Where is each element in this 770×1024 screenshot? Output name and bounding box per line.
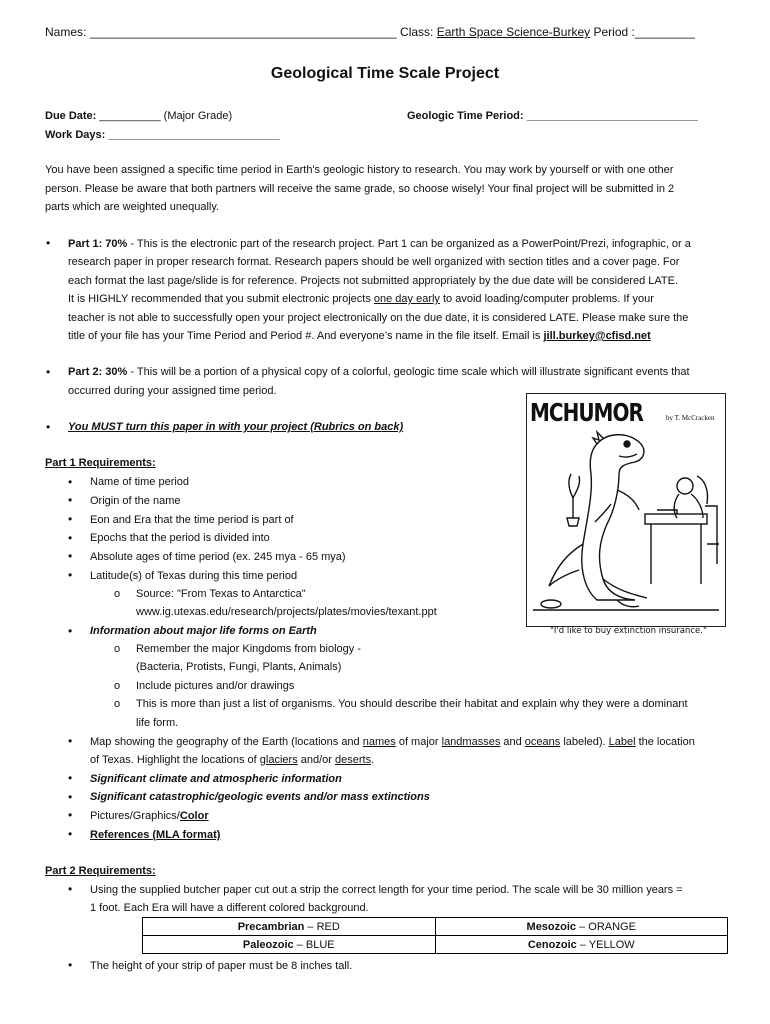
- due-date-label: Due Date:: [45, 110, 97, 122]
- bullet-icon: •: [68, 958, 73, 972]
- era-cell-paleozoic: [143, 936, 436, 954]
- circle-bullet-icon: o: [114, 643, 121, 655]
- bullet-icon: •: [68, 624, 73, 638]
- era-color: BLUE: [305, 938, 335, 951]
- req2-item-2: The height of your strip of paper must be 8 inches tall.: [90, 960, 353, 972]
- map-deserts: deserts: [335, 754, 372, 766]
- part2-text-1: - This will be a portion of a physical copy of a colorful, geologic time scale which will illustrate significant events that: [127, 366, 690, 378]
- circle-bullet-icon: o: [114, 680, 121, 692]
- page-title: Geological Time Scale Project: [270, 65, 500, 82]
- cartoon-caption: "I'd like to buy extinction insurance.": [550, 626, 707, 636]
- map-text-b: of major: [395, 736, 442, 748]
- bullet-icon: •: [68, 771, 73, 785]
- header-line: [45, 25, 695, 39]
- due-date-note: (Major Grade): [163, 110, 233, 122]
- req1-sub-habitat: This is more than just a list of organisms. You should describe their habitat and explain why they were a dominant: [136, 698, 688, 710]
- work-days-blank: ____________________________: [108, 129, 280, 141]
- req2-item-1: Using the supplied butcher paper cut out a strip the correct length for your time period. The scale will be 30 million years =: [90, 884, 683, 896]
- email-link[interactable]: jill.burkey@cfisd.net: [543, 330, 651, 342]
- part2-line-1: [68, 366, 690, 378]
- map-label: Label: [608, 736, 636, 748]
- cartoon-byline: by T. McCracken: [666, 414, 715, 422]
- bullet-icon: •: [68, 790, 73, 804]
- part1-text-6a: title of your file has your Time Period and Period #. And everyone’s name in the file itself. Email is: [68, 330, 544, 342]
- circle-bullet-icon: o: [114, 698, 121, 710]
- era-color: RED: [316, 920, 340, 933]
- one-day-early: one day early: [373, 293, 440, 305]
- geologic-period-label: Geologic Time Period:: [407, 110, 524, 122]
- bullet-icon: •: [68, 475, 73, 489]
- era-color-table: [142, 917, 728, 954]
- part1-line-4: [68, 293, 654, 305]
- req1-item-9: Significant climate and atmospheric information: [90, 773, 342, 785]
- req1-item-3: Eon and Era that the time period is part of: [90, 514, 294, 526]
- era-color: YELLOW: [588, 938, 635, 951]
- map-text-c: and: [500, 736, 525, 748]
- req1-item-6: Latitude(s) of Texas during this time period: [90, 570, 298, 582]
- bullet-icon: •: [46, 420, 51, 434]
- due-date-line: [45, 110, 232, 122]
- intro-line-1: You have been assigned a specific time period in Earth's geologic history to research. You may work by yourself or with one other: [45, 164, 674, 176]
- req1-sub-habitat-cont: life form.: [136, 717, 179, 729]
- geologic-period-line: [407, 110, 698, 122]
- part1-text-4a: It is HIGHLY recommended that you submit electronic projects: [68, 293, 374, 305]
- bullet-icon: •: [68, 882, 73, 896]
- req1-sub-pictures: Include pictures and/or drawings: [136, 680, 295, 692]
- color-text: Color: [179, 810, 209, 822]
- era-dash: –: [293, 938, 306, 951]
- req1-item-11: [90, 810, 209, 822]
- names-label: Names:: [45, 25, 87, 39]
- part1-line-1: [68, 238, 691, 250]
- part1-requirements-heading: Part 1 Requirements:: [45, 457, 156, 469]
- req1-item-2: Origin of the name: [90, 495, 181, 507]
- part2-label: Part 2: 30%: [68, 366, 128, 378]
- part1-line-2: research paper in proper research format. Research papers should be well organized with section titles and a cover page. For: [68, 256, 680, 268]
- period-label: Period :: [593, 25, 635, 39]
- class-value: Earth Space Science-Burkey: [436, 25, 591, 39]
- cartoon-illustration: [526, 393, 726, 627]
- part1-line-3: each format the last page/slide is for reference. Projects not submitted appropriately by the due date will be considered LATE.: [68, 275, 679, 287]
- must-turn-in-note: You MUST turn this paper in with your project (Rubrics on back): [68, 421, 404, 433]
- map-landmasses: landmasses: [441, 736, 501, 748]
- req1-item-1: Name of time period: [90, 476, 190, 488]
- era-name: Cenozoic: [527, 938, 577, 951]
- work-days-label: Work Days:: [45, 129, 106, 141]
- part1-line-6: [68, 330, 651, 342]
- map-text-e: the location: [635, 736, 695, 748]
- bullet-icon: •: [46, 236, 51, 250]
- req1-item-10: Significant catastrophic/geologic events and/or mass extinctions: [90, 791, 430, 803]
- dinosaur-cartoon-image: [527, 394, 725, 626]
- era-cell-precambrian: [143, 918, 436, 936]
- part1-text-4b: to avoid loading/computer problems. If your: [439, 293, 654, 305]
- circle-bullet-icon: o: [114, 588, 121, 600]
- era-color: ORANGE: [588, 920, 636, 933]
- map-text-a: Map showing the geography of the Earth (locations and: [90, 736, 363, 748]
- map-glaciers: glaciers: [259, 754, 298, 766]
- req1-sub-source: Source: "From Texas to Antarctica": [136, 588, 306, 600]
- part2-line-2: occurred during your assigned time period.: [68, 385, 277, 397]
- era-cell-cenozoic: [435, 936, 728, 954]
- era-name: Mesozoic: [526, 920, 577, 933]
- req1-item-8-cont: [90, 754, 374, 766]
- req2-item-1-cont: 1 foot. Each Era will have a different colored background.: [90, 902, 369, 914]
- era-name: Paleozoic: [242, 938, 294, 951]
- req1-item-8: [90, 736, 695, 748]
- bullet-icon: •: [68, 827, 73, 841]
- pictures-text: Pictures/Graphics/: [90, 810, 180, 822]
- bullet-icon: •: [68, 808, 73, 822]
- work-days-line: [45, 129, 280, 141]
- req1-sub-kingdoms: Remember the major Kingdoms from biology -: [136, 643, 361, 655]
- era-cell-mesozoic: [435, 918, 728, 936]
- map-text-g: and/or: [297, 754, 336, 766]
- table-row: [143, 936, 728, 954]
- names-blank: ______________________________________________: [89, 25, 397, 39]
- table-row: [143, 918, 728, 936]
- map-text-h: .: [371, 754, 375, 766]
- cartoon-brand: MCHUMOR: [530, 397, 643, 427]
- era-name: Precambrian: [237, 920, 305, 933]
- class-label: Class:: [400, 25, 434, 39]
- req1-sub-source-url: www.ig.utexas.edu/research/projects/plates/movies/texant.ppt: [136, 606, 437, 618]
- part1-label: Part 1: 70%: [68, 238, 128, 250]
- due-date-blank: __________: [99, 110, 161, 122]
- bullet-icon: •: [68, 734, 73, 748]
- req1-item-7: Information about major life forms on Earth: [90, 625, 317, 637]
- req1-item-4: Epochs that the period is divided into: [90, 532, 270, 544]
- map-text-f: of Texas. Highlight the locations of: [90, 754, 260, 766]
- bullet-icon: •: [68, 512, 73, 526]
- intro-line-3: parts which are weighted unequally.: [45, 201, 220, 213]
- req1-sub-kingdoms-list: (Bacteria, Protists, Fungi, Plants, Animals): [136, 661, 342, 673]
- part1-line-5: teacher is not able to successfully open your project electronically on the due date, it is considered LATE. Please make sure the: [68, 312, 689, 324]
- era-dash: –: [576, 938, 589, 951]
- bullet-icon: •: [68, 549, 73, 563]
- req1-item-5: Absolute ages of time period (ex. 245 mya - 65 mya): [90, 551, 346, 563]
- bullet-icon: •: [68, 568, 73, 582]
- bullet-icon: •: [46, 365, 51, 379]
- bullet-icon: •: [68, 531, 73, 545]
- map-text-d: labeled).: [560, 736, 609, 748]
- part1-text-1: - This is the electronic part of the research project. Part 1 can be organized as a PowerPoint/Prezi, infographic, or a: [127, 238, 691, 250]
- req1-item-12: References (MLA format): [90, 829, 221, 841]
- map-oceans: oceans: [524, 736, 561, 748]
- intro-line-2: person. Please be aware that both partners will receive the same grade, so choose wisely! Your final project will be submitted in 2: [45, 183, 675, 195]
- geologic-period-blank: ____________________________: [526, 110, 698, 122]
- period-blank: _________: [634, 25, 695, 39]
- era-dash: –: [304, 920, 317, 933]
- part2-requirements-heading: Part 2 Requirements:: [45, 865, 156, 877]
- bullet-icon: •: [68, 493, 73, 507]
- map-names: names: [362, 736, 396, 748]
- era-dash: –: [576, 920, 589, 933]
